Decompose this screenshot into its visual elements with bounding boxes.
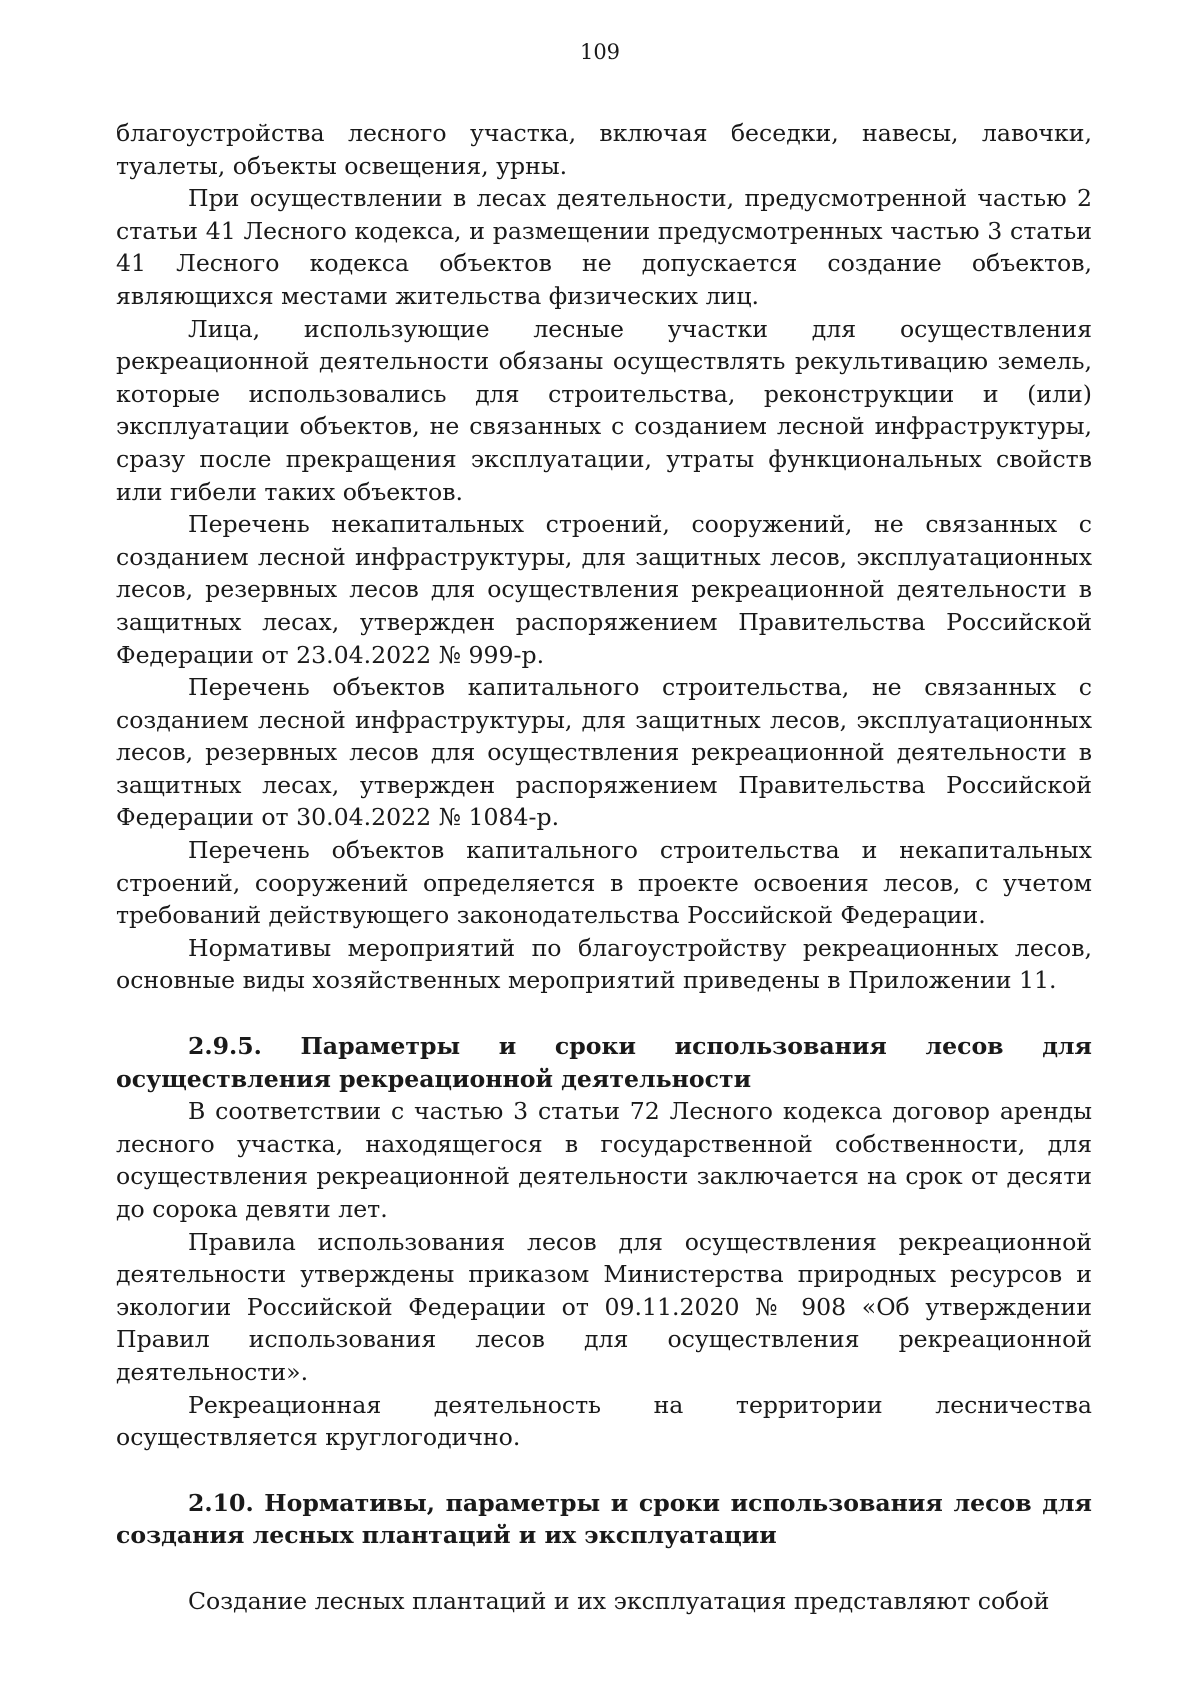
section-heading-2-9-5: 2.9.5. Параметры и сроки использования лесов для осуществления рекреационной деятельности <box>116 1032 1092 1093</box>
paragraph-year-round: Рекреационная деятельность на территории лесничества осуществляется круглогодично. <box>116 1390 1092 1452</box>
paragraph-continuation: благоустройства лесного участка, включая беседки, навесы, лавочки, туалеты, объекты освещения, урны. <box>116 119 1092 180</box>
paragraph-recultivation: Лица, использующие лесные участки для осуществления рекреационной деятельности обязаны осуществлять рекультивацию земель, которые использовались для строительства, реконструкции и (или) эксплуатации объектов, не связанных с созданием лесной инфраструктуры, сразу после прекращения эксплуатации, утраты функциональных свойств или гибели таких объектов. <box>116 314 1092 506</box>
paragraph-capital-list: Перечень объектов капитального строительства, не связанных с созданием лесной инфраструктуры, для защитных лесов, эксплуатационных лесов, резервных лесов для осуществления рекреационной деятельности в защитных лесах, утвержден распоряжением Правительства Российской Федерации от 30.04.2022 № 1084-р. <box>116 673 1092 832</box>
paragraph-development-project: Перечень объектов капитального строительства и некапитальных строений, сооружений определяется в проекте освоения лесов, с учетом требований действующего законодательства Российской Федерации. <box>116 836 1092 930</box>
paragraph-rules-order: Правила использования лесов для осуществления рекреационной деятельности утверждены приказом Министерства природных ресурсов и экологии Российской Федерации от 09.11.2020 № 908 «Об утверждении Правил использования лесов для осуществления рекреационной деятельности». <box>116 1227 1092 1386</box>
page-number: 109 <box>579 40 621 64</box>
section-heading-2-10: 2.10. Нормативы, параметры и сроки использования лесов для создания лесных плантаций и их эксплуатации <box>116 1488 1092 1550</box>
paragraph-lease-term: В соответствии с частью 3 статьи 72 Лесного кодекса договор аренды лесного участка, находящегося в государственной собственности, для осуществления рекреационной деятельности заключается на срок от десяти до сорока девяти лет. <box>116 1097 1092 1223</box>
document-body <box>116 117 1092 1618</box>
paragraph-plantations: Создание лесных плантаций и их эксплуатация представляют собой <box>188 1586 1050 1615</box>
paragraph-article-41: При осуществлении в лесах деятельности, предусмотренной частью 2 статьи 41 Лесного кодекса, и размещении предусмотренных частью 3 статьи 41 Лесного кодекса объектов не допускается создание объектов, являющихся местами жительства физических лиц. <box>116 184 1092 310</box>
paragraph-norms-appendix: Нормативы мероприятий по благоустройству рекреационных лесов, основные виды хозяйственных мероприятий приведены в Приложении 11. <box>116 933 1092 995</box>
paragraph-noncapital-list: Перечень некапитальных строений, сооружений, не связанных с созданием лесной инфраструктуры, для защитных лесов, эксплуатационных лесов, резервных лесов для осуществления рекреационной деятельности в защитных лесах, утвержден распоряжением Правительства Российской Федерации от 23.04.2022 № 999-р. <box>116 510 1092 669</box>
